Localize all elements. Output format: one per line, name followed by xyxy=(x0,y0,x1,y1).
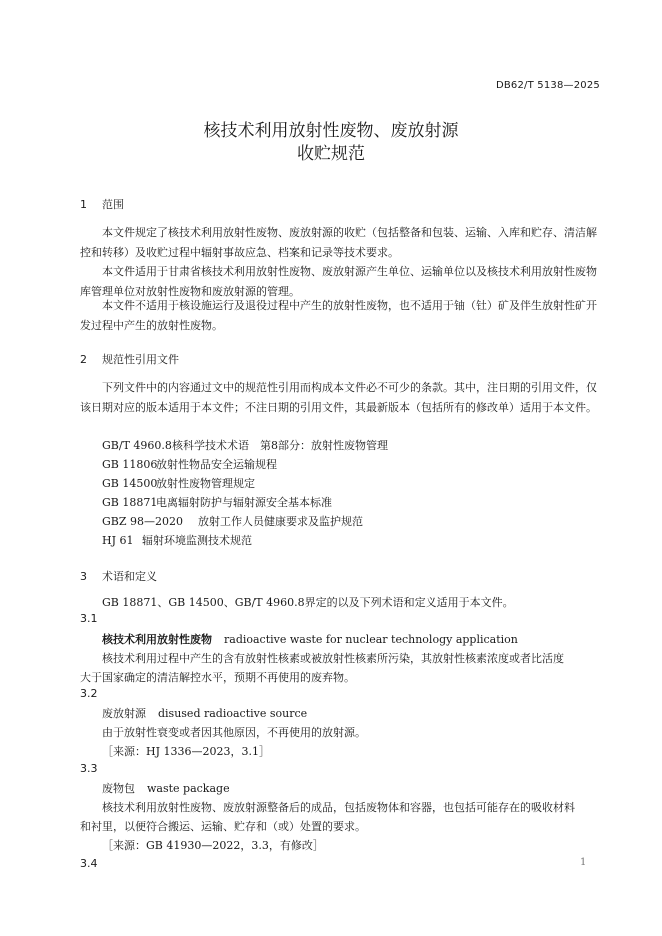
term-heading xyxy=(102,780,230,796)
reference-item xyxy=(102,437,388,453)
page-number: 1 xyxy=(580,857,587,868)
reference-item xyxy=(102,475,255,491)
paragraph: 本文件不适用于核设施运行及退役过程中产生的放射性废物，也不适用于铀（钍）矿及伴生放射性矿开发过程中产生的放射性废物。 xyxy=(80,299,597,332)
section-number: 1 xyxy=(80,198,87,211)
section-number: 3 xyxy=(80,570,87,583)
doc-title-line1: 核技术利用放射性废物、废放射源 xyxy=(203,121,459,141)
term-source: ［来源：HJ 1336—2023，3.1］ xyxy=(102,745,270,758)
doc-number: DB62/T 5138—2025 xyxy=(495,80,600,91)
term-definition: 核技术利用放射性废物、废放射源整备后的成品，包括废物体和容器，也包括可能存在的吸收材料 xyxy=(102,801,575,814)
paragraph: 下列文件中的内容通过文中的规范性引用而构成本文件必不可少的条款。其中，注日期的引用文件，仅该日期对应的版本适用于本文件；不注日期的引用文件，其最新版本（包括所有的修改单）适用于本文件。 xyxy=(80,381,597,414)
term-definition: 大于国家确定的清洁解控水平，预期不再使用的废弃物。 xyxy=(80,671,355,684)
section-3-heading xyxy=(80,568,157,584)
term-heading xyxy=(102,705,307,721)
term-definition: 和衬里，以便符合搬运、运输、贮存和（或）处置的要求。 xyxy=(80,820,366,833)
clause-number: 3.1 xyxy=(80,612,98,625)
clause-number: 3.3 xyxy=(80,762,98,775)
reference-code: GB 11806 xyxy=(102,458,158,471)
reference-code: HJ 61 xyxy=(102,534,134,547)
term-source: ［来源：GB 41930—2022，3.3，有修改］ xyxy=(102,839,324,852)
section-number: 2 xyxy=(80,353,87,366)
reference-item xyxy=(102,513,363,529)
term-definition: 核技术利用过程中产生的含有放射性核素或被放射性核素所污染，其放射性核素浓度或者比活度 xyxy=(102,652,564,665)
reference-code: GBZ 98—2020 xyxy=(102,515,184,528)
section-title: 术语和定义 xyxy=(102,570,157,583)
section-intro: GB 18871、GB 14500、GB/T 4960.8界定的以及下列术语和定义适用于本文件。 xyxy=(102,596,514,609)
reference-code: GB 18871 xyxy=(102,496,158,509)
reference-title: 辐射环境监测技术规范 xyxy=(142,534,252,547)
reference-title: 电离辐射防护与辐射源安全基本标准 xyxy=(156,496,332,509)
term-chinese: 废物包 xyxy=(102,782,135,795)
term-english: waste package xyxy=(147,782,230,795)
term-definition: 由于放射性衰变或者因其他原因，不再使用的放射源。 xyxy=(102,726,366,739)
clause-number: 3.4 xyxy=(80,857,98,870)
clause-number: 3.2 xyxy=(80,687,98,700)
reference-item xyxy=(102,456,277,472)
term-chinese: 废放射源 xyxy=(102,707,146,720)
doc-title-line2: 收贮规范 xyxy=(297,144,365,164)
reference-title: 放射工作人员健康要求及监护规范 xyxy=(198,515,363,528)
term-chinese: 核技术利用放射性废物 xyxy=(102,633,212,646)
reference-title: 放射性物品安全运输规程 xyxy=(156,458,277,471)
reference-item xyxy=(102,532,252,548)
reference-item xyxy=(102,494,332,510)
paragraph: 本文件适用于甘肃省核技术利用放射性废物、废放射源产生单位、运输单位以及核技术利用放射性废物库管理单位对放射性废物和废放射源的管理。 xyxy=(80,265,597,298)
reference-title: 放射性废物管理规定 xyxy=(156,477,255,490)
section-title: 范围 xyxy=(102,198,124,211)
term-heading xyxy=(102,631,518,647)
reference-title: 核科学技术术语 第8部分：放射性废物管理 xyxy=(172,439,388,452)
section-1-heading xyxy=(80,196,124,212)
section-2-heading xyxy=(80,351,179,367)
section-title: 规范性引用文件 xyxy=(102,353,179,366)
reference-code: GB/T 4960.8 xyxy=(102,439,172,452)
term-english: radioactive waste for nuclear technology application xyxy=(224,633,518,646)
term-english: disused radioactive source xyxy=(158,707,308,720)
reference-code: GB 14500 xyxy=(102,477,158,490)
paragraph: 本文件规定了核技术利用放射性废物、废放射源的收贮（包括整备和包装、运输、入库和贮存、清洁解控和转移）及收贮过程中辐射事故应急、档案和记录等技术要求。 xyxy=(80,226,597,259)
